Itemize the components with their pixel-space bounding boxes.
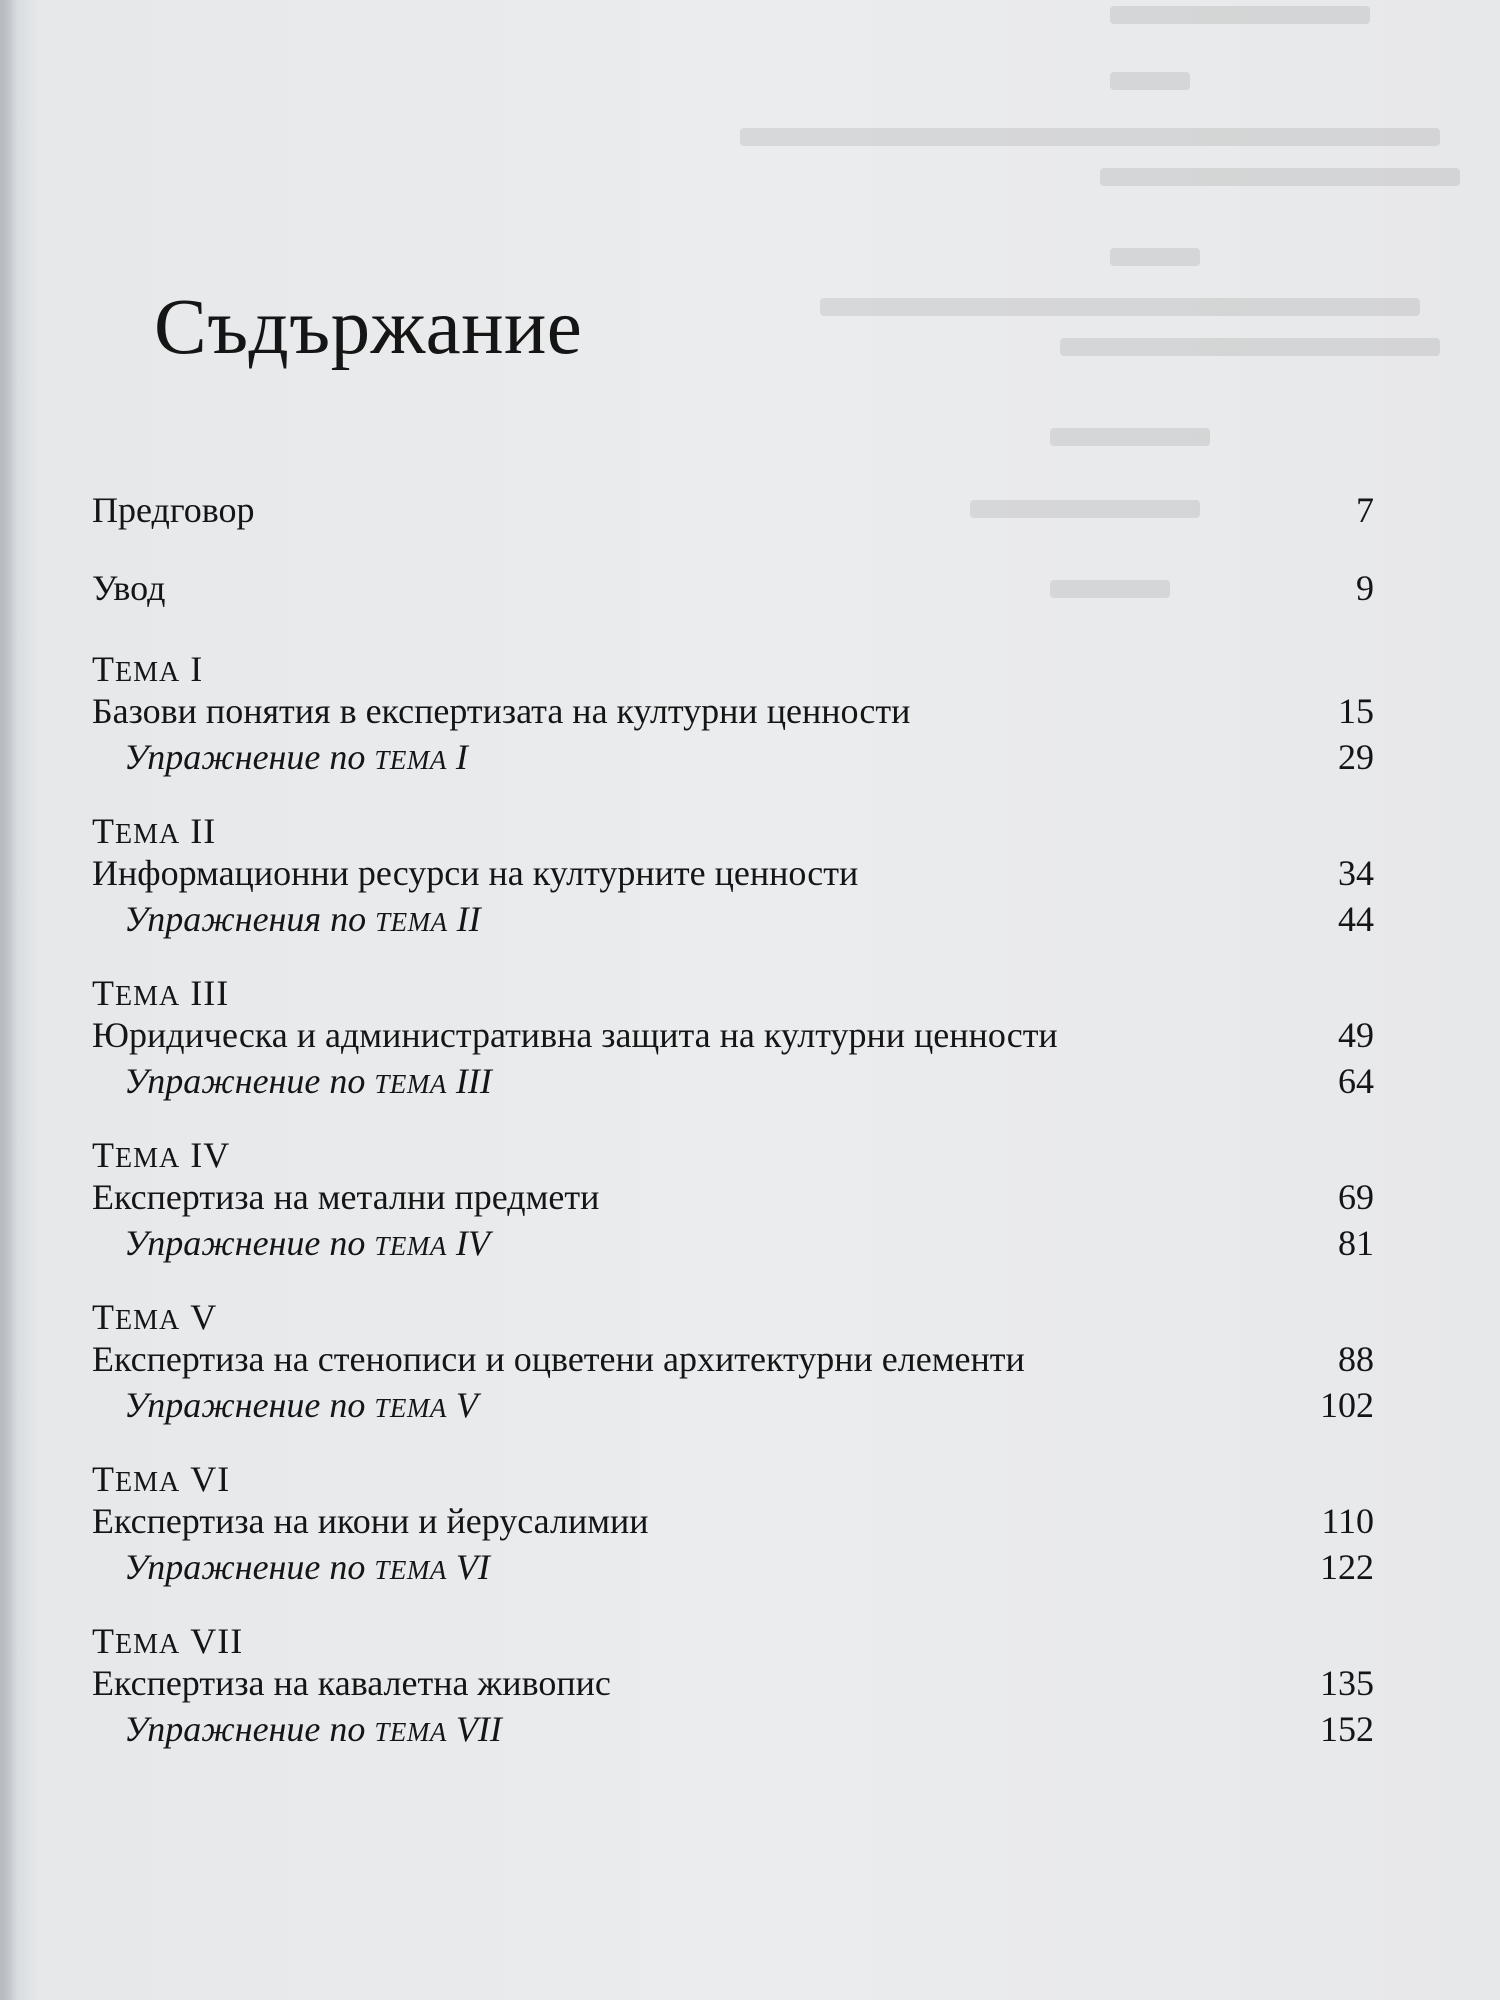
chapter-title: Юридическа и административна защита на културни ценности (92, 1015, 1058, 1055)
chapter-title: Експертиза на стенописи и оцветени архитектурни елементи (92, 1339, 1025, 1379)
toc-chapter-row (92, 1498, 1374, 1544)
exercise-topic-word: ТЕМА (374, 1231, 447, 1261)
exercise-label: Упражнение по (124, 1385, 366, 1425)
topic-numeral: III (190, 973, 230, 1013)
exercise-page-number: 102 (1320, 1385, 1374, 1425)
topic-word-initial: Т (92, 1297, 115, 1337)
exercise-title (124, 1382, 478, 1431)
exercise-numeral: III (455, 1061, 492, 1101)
chapter-page-number: 34 (1338, 853, 1374, 893)
toc-entry-preface (92, 486, 1374, 534)
exercise-topic-word: ТЕМА (374, 1717, 447, 1747)
page-title: Съдържание (154, 284, 583, 371)
exercise-page-number: 152 (1320, 1709, 1374, 1749)
toc-topic-heading (92, 1622, 1374, 1660)
topic-word-initial: Т (92, 1135, 115, 1175)
chapter-title: Базови понятия в експертизата на културни ценности (92, 691, 911, 731)
topic-numeral: V (190, 1297, 218, 1337)
exercise-topic-word: ТЕМА (374, 1393, 447, 1423)
topic-word-rest: ЕМА (115, 1143, 181, 1174)
toc-topic-block-4 (92, 1136, 1374, 1266)
exercise-page-number: 29 (1338, 737, 1374, 777)
topic-word-initial: Т (92, 973, 115, 1013)
topic-word-rest: ЕМА (115, 1467, 181, 1498)
exercise-topic-word: ТЕМА (375, 907, 448, 937)
exercise-label: Упражнение по (124, 1547, 366, 1587)
toc-topic-block-7 (92, 1622, 1374, 1752)
toc-topic-heading (92, 974, 1374, 1012)
topic-word-rest: ЕМА (115, 819, 181, 850)
exercise-topic-word: ТЕМА (374, 745, 447, 775)
toc-entry-label: Увод (92, 568, 166, 608)
toc-entry-intro (92, 564, 1374, 612)
page-gutter-shadow (0, 0, 18, 2000)
exercise-label: Упражнение по (124, 1061, 366, 1101)
topic-word-initial: Т (92, 1459, 115, 1499)
exercise-label: Упражнения по (124, 899, 367, 939)
topic-word-rest: ЕМА (115, 657, 181, 688)
toc-page-number: 7 (1356, 490, 1374, 530)
table-of-contents (92, 486, 1374, 1752)
exercise-topic-word: ТЕМА (374, 1069, 447, 1099)
chapter-title: Експертиза на метални предмети (92, 1177, 600, 1217)
topic-word-initial: Т (92, 649, 115, 689)
toc-topic-heading (92, 650, 1374, 688)
exercise-title (124, 1544, 490, 1593)
topic-numeral: VI (190, 1459, 231, 1499)
toc-topic-block-1 (92, 650, 1374, 780)
topic-word-rest: ЕМА (115, 1305, 181, 1336)
toc-topic-heading (92, 1460, 1374, 1498)
toc-topic-heading (92, 1298, 1374, 1336)
toc-chapter-row (92, 688, 1374, 734)
toc-page-number: 9 (1356, 568, 1374, 608)
exercise-page-number: 81 (1338, 1223, 1374, 1263)
toc-topic-heading (92, 812, 1374, 850)
chapter-page-number: 110 (1321, 1501, 1374, 1541)
toc-topic-list (92, 650, 1374, 1752)
exercise-label: Упражнение по (124, 737, 366, 777)
toc-topic-block-2 (92, 812, 1374, 942)
topic-word-initial: Т (92, 811, 115, 851)
exercise-title (124, 734, 468, 783)
topic-numeral: II (190, 811, 217, 851)
toc-exercise-row (92, 1544, 1374, 1590)
toc-exercise-row (92, 1058, 1374, 1104)
exercise-page-number: 122 (1320, 1547, 1374, 1587)
exercise-numeral: IV (455, 1223, 490, 1263)
exercise-topic-word: ТЕМА (374, 1555, 447, 1585)
toc-exercise-row (92, 1220, 1374, 1266)
topic-word-initial: Т (92, 1621, 115, 1661)
topic-word-rest: ЕМА (115, 981, 181, 1012)
exercise-numeral: I (455, 737, 468, 777)
topic-numeral: IV (190, 1135, 231, 1175)
toc-topic-block-6 (92, 1460, 1374, 1590)
exercise-numeral: VI (455, 1547, 490, 1587)
exercise-title (124, 896, 481, 945)
toc-exercise-row (92, 734, 1374, 780)
exercise-title (124, 1706, 502, 1755)
chapter-page-number: 69 (1338, 1177, 1374, 1217)
toc-chapter-row (92, 1660, 1374, 1706)
chapter-page-number: 49 (1338, 1015, 1374, 1055)
toc-topic-heading (92, 1136, 1374, 1174)
toc-chapter-row (92, 850, 1374, 896)
chapter-title: Експертиза на икони и йерусалимии (92, 1501, 649, 1541)
exercise-title (124, 1220, 490, 1269)
chapter-title: Експертиза на кавалетна живопис (92, 1663, 611, 1703)
exercise-numeral: II (456, 899, 481, 939)
toc-exercise-row (92, 1382, 1374, 1428)
chapter-page-number: 15 (1338, 691, 1374, 731)
exercise-label: Упражнение по (124, 1709, 366, 1749)
topic-numeral: I (190, 649, 204, 689)
exercise-page-number: 44 (1338, 899, 1374, 939)
toc-chapter-row (92, 1012, 1374, 1058)
toc-chapter-row (92, 1336, 1374, 1382)
chapter-page-number: 88 (1338, 1339, 1374, 1379)
exercise-numeral: VII (455, 1709, 502, 1749)
toc-exercise-row (92, 1706, 1374, 1752)
chapter-title: Информационни ресурси на културните ценности (92, 853, 859, 893)
topic-numeral: VII (190, 1621, 244, 1661)
topic-word-rest: ЕМА (115, 1629, 181, 1660)
toc-entry-label: Предговор (92, 490, 255, 530)
toc-chapter-row (92, 1174, 1374, 1220)
toc-topic-block-5 (92, 1298, 1374, 1428)
exercise-page-number: 64 (1338, 1061, 1374, 1101)
toc-topic-block-3 (92, 974, 1374, 1104)
chapter-page-number: 135 (1320, 1663, 1374, 1703)
toc-exercise-row (92, 896, 1374, 942)
exercise-title (124, 1058, 492, 1107)
exercise-numeral: V (455, 1385, 478, 1425)
exercise-label: Упражнение по (124, 1223, 366, 1263)
